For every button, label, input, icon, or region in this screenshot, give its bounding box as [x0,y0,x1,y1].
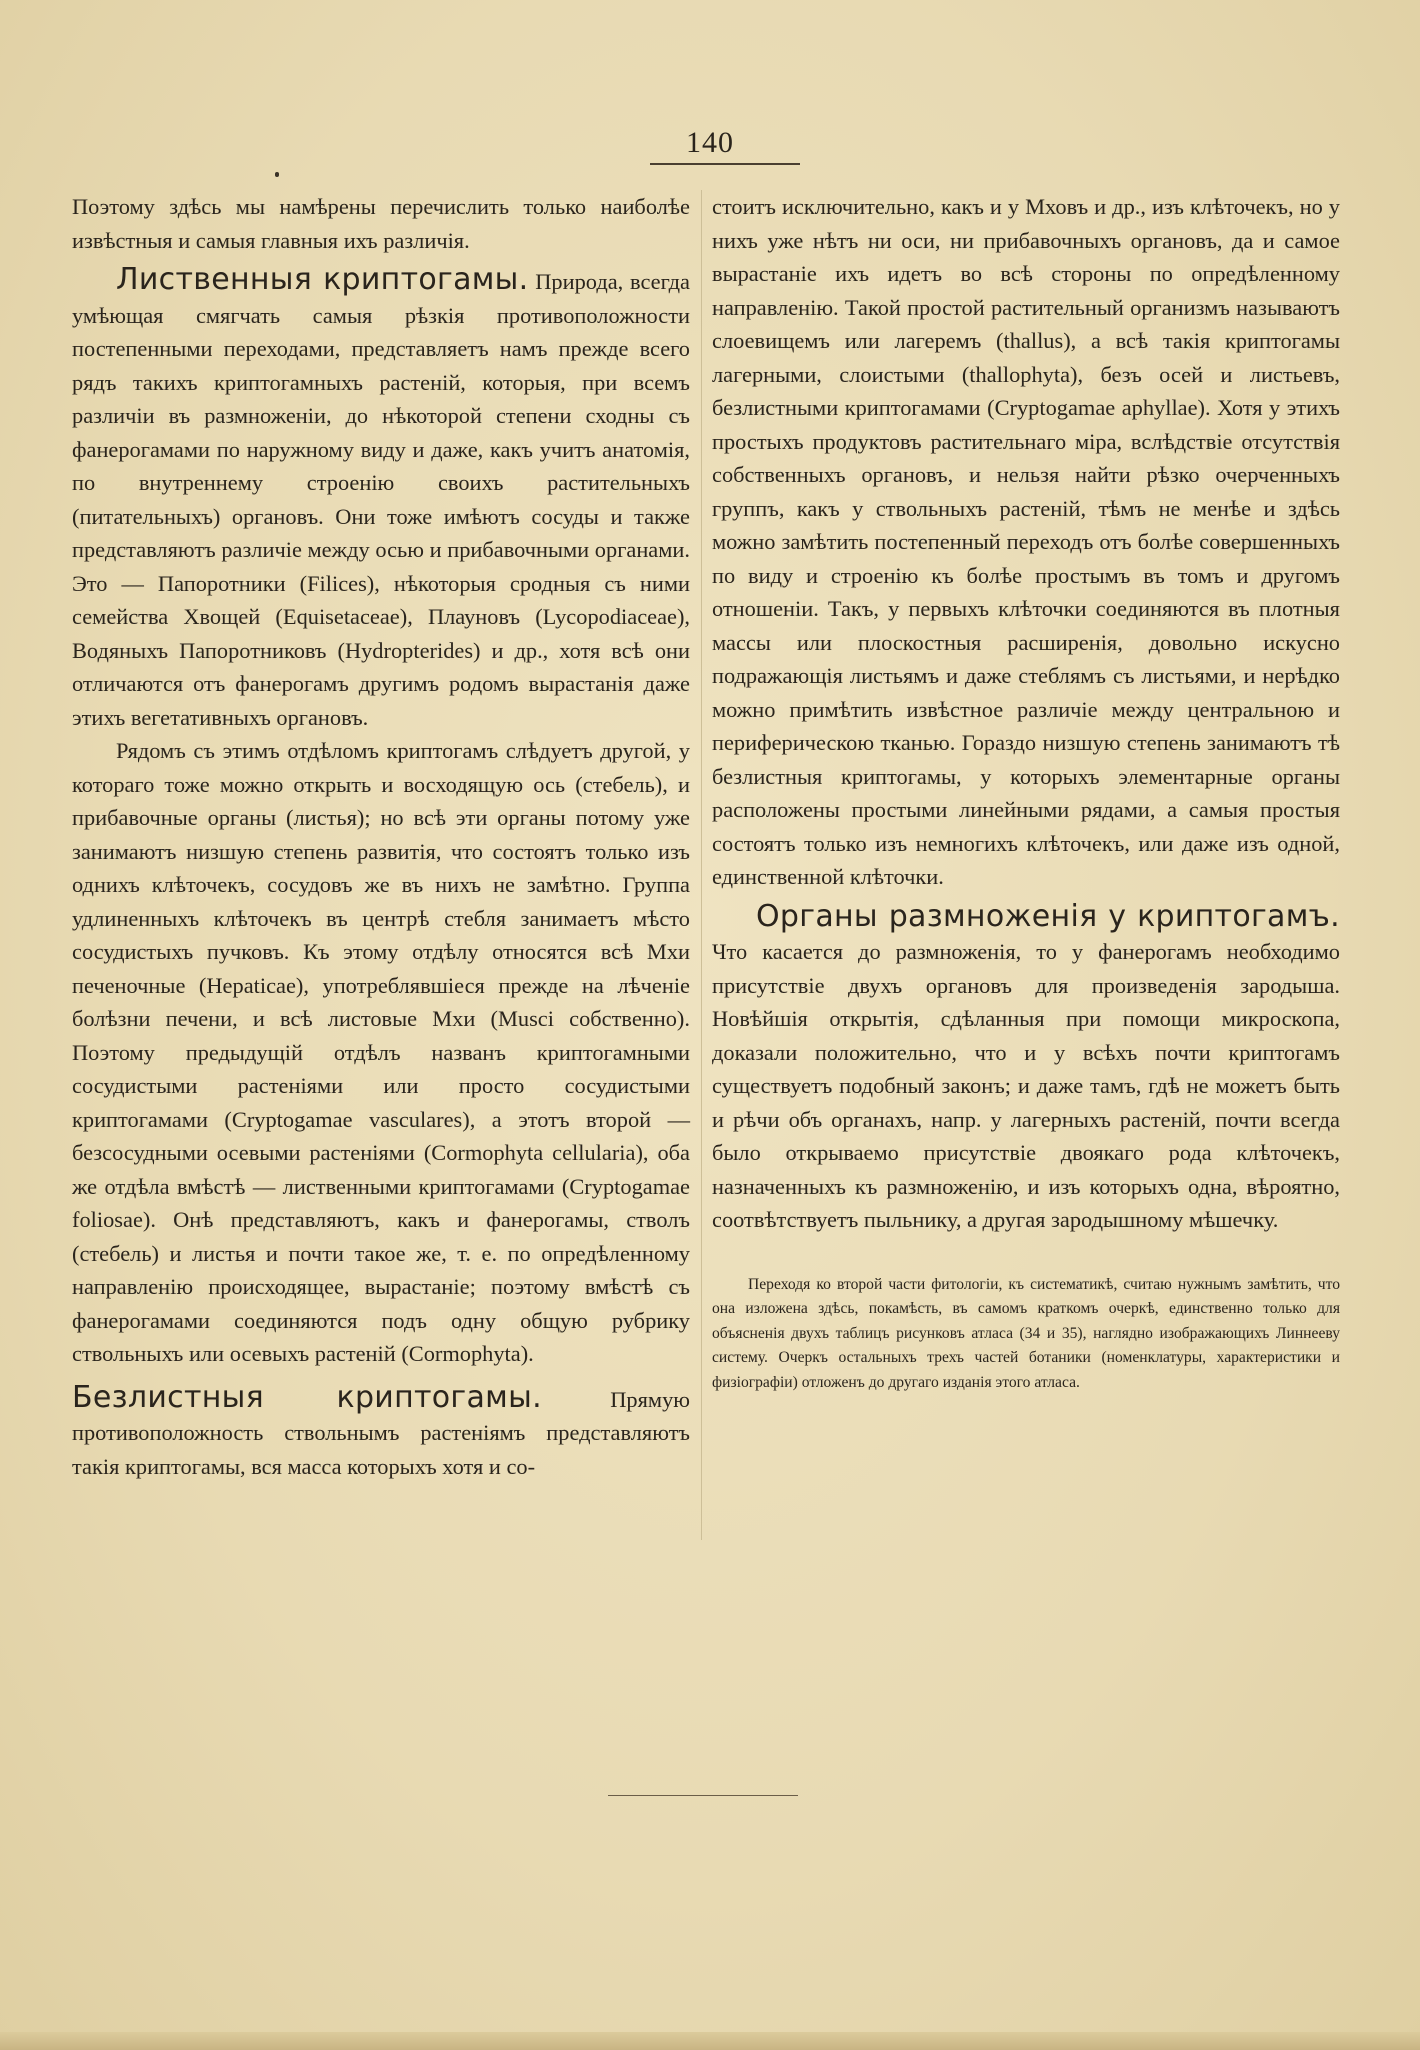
paragraph [72,263,690,734]
paragraph-text: Поэтому здѣсь мы намѣрены перечислить только наиболѣе извѣстныя и самыя главныя ихъ различія. [72,194,690,253]
footnote [712,1273,1340,1396]
paragraph [712,190,1340,894]
left-column [72,190,690,1483]
paragraph-text: Прямую противоположность ствольнымъ растеніямъ представляютъ такія криптогамы, вся масса которыхъ хотя и со- [72,1386,690,1479]
paragraph-text: Природа, всегда умѣющая смягчать самыя рѣзкія противоположности постепенными переходами, представляетъ намъ прежде всего рядъ такихъ криптогамныхъ растеній, которыя, при всемъ различіи въ размноженіи, до нѣкоторой степени сходны съ фанерогамами по наружному виду и даже, какъ учитъ анатомія, по внутреннему строенію своихъ растительныхъ (питательныхъ) органовъ. Они тоже имѣютъ сосуды и также представляютъ различіе между осью и прибавочными органами. Это — Папоротники (Filices), нѣкоторыя сродныя съ ними семейства Хвощей (Equisetaceae), Плауновъ (Lycopodiaceae), Водяныхъ Папоротниковъ (Hydropterides) и др., хотя всѣ они отличаются отъ фанерогамъ другимъ родомъ вырастанія даже этихъ вегетативныхъ органовъ. [72,269,690,730]
footnote-text: Переходя ко второй части фитологіи, къ систематикѣ, считаю нужнымъ замѣтить, что она изложена здѣсь, покамѣсть, въ самомъ краткомъ очеркѣ, единственно только для объясненія двухъ таблицъ рисунковъ атласа (34 и 35), наглядно изображающихъ Линнееву систему. Очеркъ остальныхъ трехъ частей ботаники (номенклатуры, характеристики и физіографіи) отложенъ до другаго изданія этого атласа. [712,1275,1340,1391]
paragraph [72,190,690,257]
right-column [712,190,1340,1395]
column-divider [701,190,702,1540]
ink-speck [275,172,279,177]
page-number: 140 [686,126,734,159]
bottom-rule [608,1795,798,1796]
paragraph-text: Что касается до размноженія, то у фанерогамъ необходимо присутствіе двухъ органовъ для произведенія зародыша. Новѣйшія открытія, сдѣланныя при помощи микроскопа, доказали положительно, что и у всѣхъ почти криптогамъ существуетъ подобный законъ; и даже тамъ, гдѣ не можетъ быть и рѣчи объ органахъ, напр. у лагерныхъ растеній, почти всегда было открываемо присутствіе двоякаго рода клѣточекъ, назначенныхъ къ размноженію, и изъ которыхъ одна, вѣроятно, соотвѣтствуетъ пыльнику, а другая зародышному мѣшечку. [712,939,1340,1232]
section-heading: Лиственныя криптогамы. [116,262,529,297]
paragraph [72,734,690,1371]
right-column-body [712,190,1340,1237]
paragraph-text: Рядомъ съ этимъ отдѣломъ криптогамъ слѣдуетъ другой, у котораго тоже можно открыть и восходящую ось (стебель), и прибавочные органы (листья); но всѣ эти органы потому уже занимаютъ низшую степень развитія, что состоятъ только изъ однихъ клѣточекъ, сосудовъ же въ нихъ не замѣтно. Группа удлиненныхъ клѣточекъ въ центрѣ стебля занимаетъ мѣсто сосудистыхъ пучковъ. Къ этому отдѣлу относятся всѣ Мхи печеночные (Hepaticae), употреблявшіеся прежде на лѣченіе болѣзни печени, и всѣ листовые Мхи (Musci собственно). Поэтому предыдущій отдѣлъ названъ криптогамными сосудистыми растеніями или просто сосудистыми криптогамами (Cryptogamae vasculares), а этотъ второй — безсосудными осевыми растеніями (Cormophyta cellularia), оба же отдѣла вмѣстѣ — лиственными криптогамами (Cryptogamae foliosae). Онѣ представляютъ, какъ и фанерогамы, стволъ (стебель) и листья и почти такое же, т. е. по опредѣленному направленію происходящее, вырастаніе; поэтому вмѣстѣ съ фанерогамами соединяются подъ одну общую рубрику ствольныхъ или осевыхъ растеній (Cormophyta). [72,738,690,1366]
section-heading: Органы размноженія у криптогамъ. [756,898,1340,934]
section-heading: Безлистныя криптогамы. [72,1379,542,1415]
paragraph-text: стоитъ исключительно, какъ и у Мховъ и др., изъ клѣточекъ, но у нихъ уже нѣтъ ни оси, ни прибавочныхъ органовъ, да и самое вырастаніе ихъ идетъ во всѣ стороны по опредѣленному направленію. Такой простой растительный организмъ называютъ слоевищемъ или лагеремъ (thallus), а всѣ такія криптогамы лагерными, слоистыми (thallophyta), безъ осей и листьевъ, безлистными криптогамами (Cryptogamae aphyllae). Хотя у этихъ простыхъ продуктовъ растительнаго міра, вслѣдствіе отсутствія собственныхъ органовъ, и нельзя найти рѣзко очерченныхъ группъ, какъ у ствольныхъ растеній, тѣмъ не менѣе и здѣсь можно замѣтить постепенный переходъ отъ болѣе совершенныхъ по виду и строенію къ болѣе простымъ въ томъ и другомъ отношеніи. Такъ, у первыхъ клѣточки соединяются въ плотныя массы или плоскостныя расширенія, довольно искусно подражающія листьямъ и даже стеблямъ съ листьями, и нерѣдко можно примѣтить извѣстное различіе между центральною и периферическою тканью. Гораздо низшую степень занимаютъ тѣ безлистныя криптогамы, у которыхъ элементарные органы расположены простыми линейными рядами, а самыя простыя состоятъ только изъ немногихъ клѣточекъ, или даже изъ одной, единственной клѣточки. [712,194,1340,889]
paragraph [712,900,1340,1237]
page-edge [0,2032,1420,2050]
header-rule [650,163,800,165]
paragraph [72,1381,690,1484]
